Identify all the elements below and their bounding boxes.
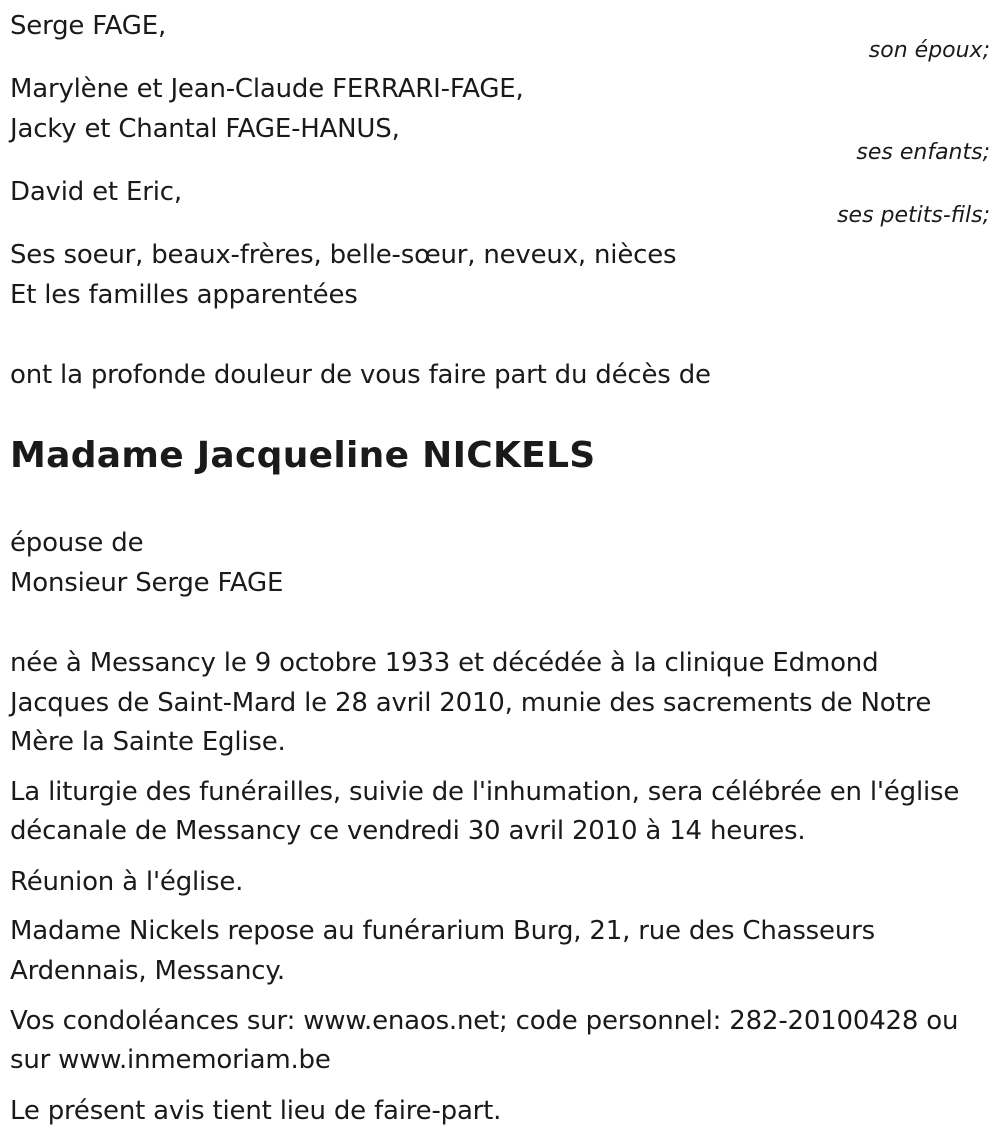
birth-line-2: Jacques de Saint-Mard le 28 avril 2010, munie des sacrements de Notre xyxy=(10,688,932,718)
notice: Le présent avis tient lieu de faire-part. xyxy=(10,1096,502,1126)
announcement: ont la profonde douleur de vous faire part du décès de xyxy=(10,360,711,390)
grandchildren: David et Eric, xyxy=(10,177,182,207)
condolences-line-1: Vos condoléances sur: www.enaos.net; code personnel: 282-20100428 ou xyxy=(10,1006,959,1036)
grandchildren-role: ses petits-fils; xyxy=(837,203,990,228)
liturgy-line-1: La liturgie des funérailles, suivie de l'inhumation, sera célébrée en l'église xyxy=(10,777,960,807)
child-2: Jacky et Chantal FAGE-HANUS, xyxy=(10,114,400,144)
meeting: Réunion à l'église. xyxy=(10,867,244,897)
birth-line-3: Mère la Sainte Eglise. xyxy=(10,727,286,757)
husband-role: son époux; xyxy=(868,38,990,63)
rest-line-1: Madame Nickels repose au funérarium Burg, 21, rue des Chasseurs xyxy=(10,916,875,946)
birth-line-1: née à Messancy le 9 octobre 1933 et décédée à la clinique Edmond xyxy=(10,648,879,678)
condolences-line-2: sur www.inmemoriam.be xyxy=(10,1045,331,1075)
spouse-label: épouse de xyxy=(10,528,144,558)
child-1: Marylène et Jean-Claude FERRARI-FAGE, xyxy=(10,74,524,104)
children-role: ses enfants; xyxy=(856,140,990,165)
liturgy-line-2: décanale de Messancy ce vendredi 30 avril 2010 à 14 heures. xyxy=(10,816,806,846)
husband-name: Serge FAGE, xyxy=(10,11,167,41)
spouse-name: Monsieur Serge FAGE xyxy=(10,568,284,598)
relatives-line-2: Et les familles apparentées xyxy=(10,280,358,310)
deceased-name: Madame Jacqueline NICKELS xyxy=(10,435,596,476)
rest-line-2: Ardennais, Messancy. xyxy=(10,956,285,986)
relatives-line-1: Ses soeur, beaux-frères, belle-sœur, neveux, nièces xyxy=(10,240,677,270)
